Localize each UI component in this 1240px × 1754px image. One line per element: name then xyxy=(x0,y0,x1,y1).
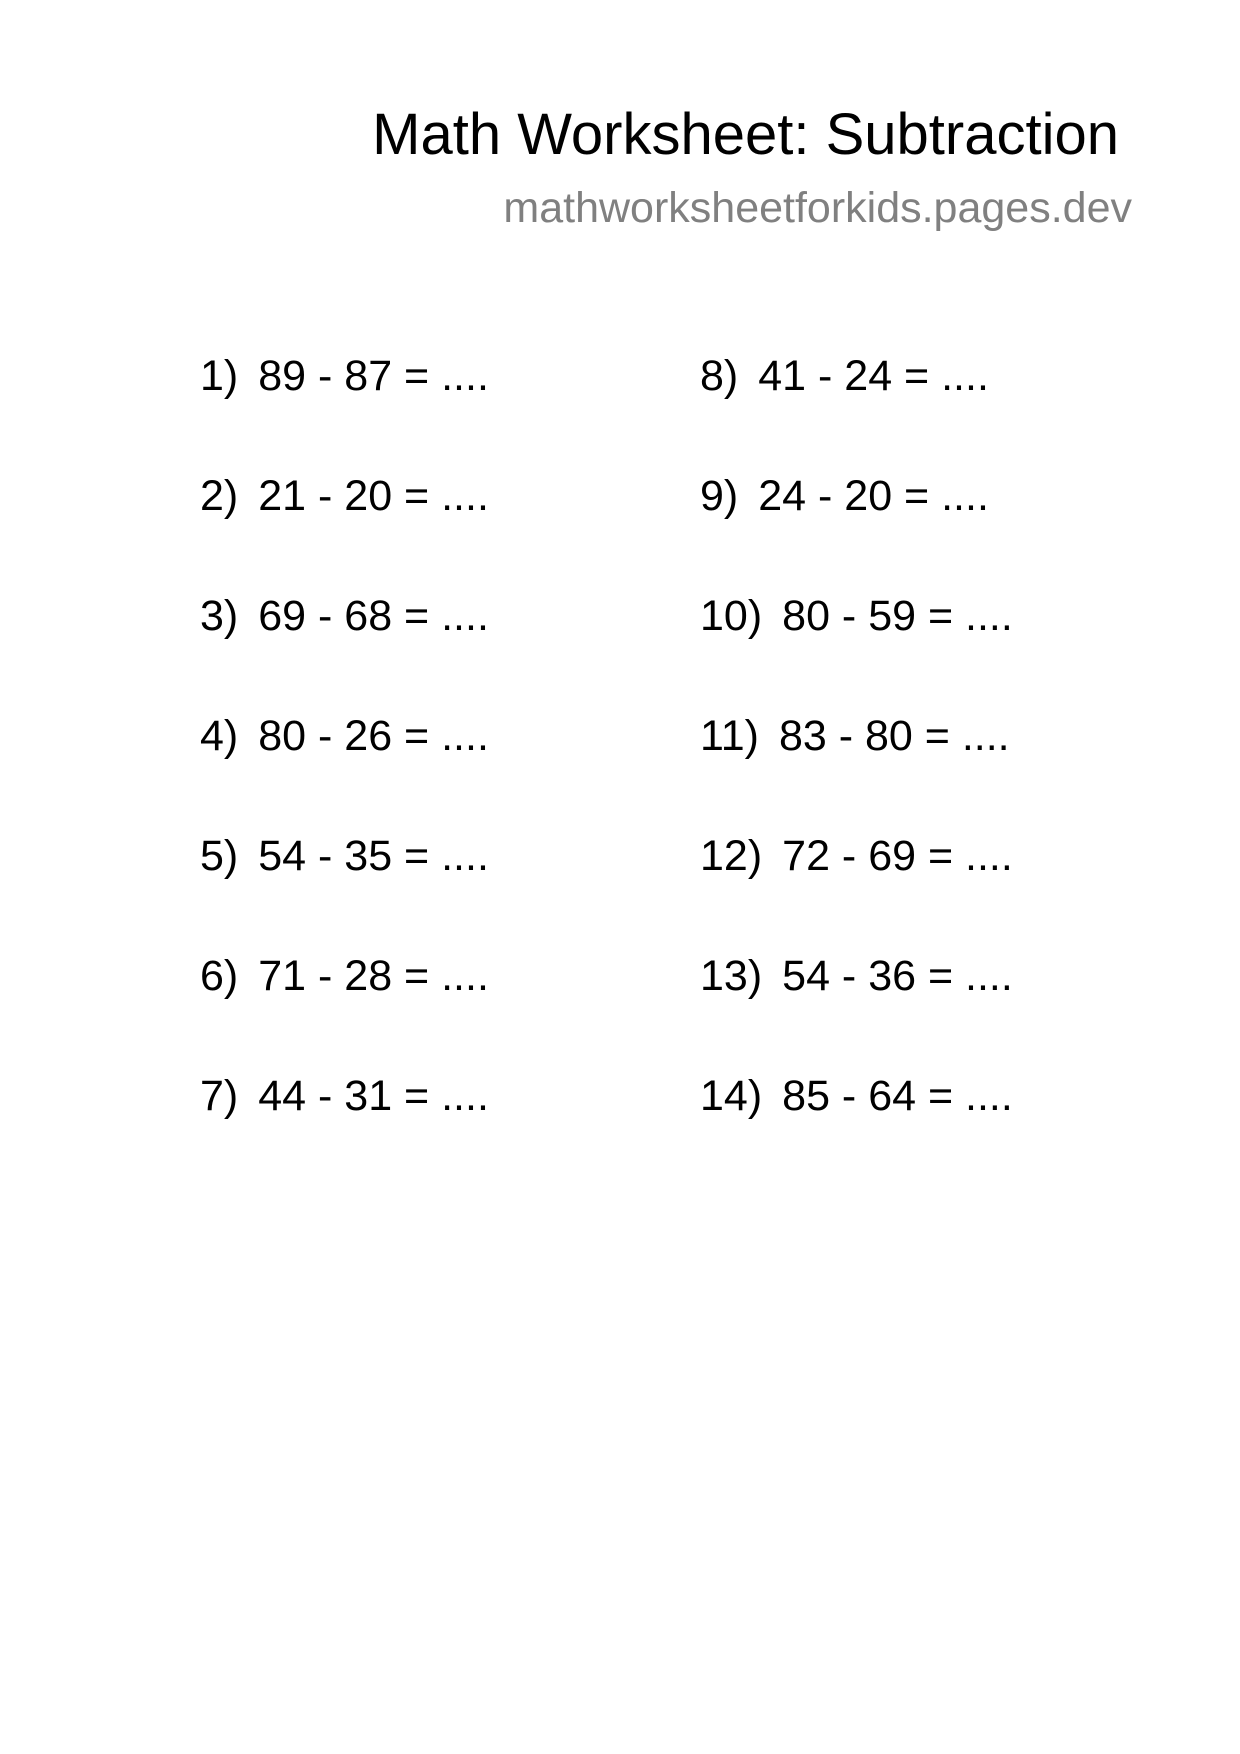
problem-expression: 71 - 28 = .... xyxy=(258,952,489,1000)
problem-expression: 89 - 87 = .... xyxy=(258,352,489,400)
problem-item xyxy=(700,710,1013,830)
problem-number: 9) xyxy=(700,472,739,520)
problem-number: 6) xyxy=(200,952,239,1000)
problem-number: 2) xyxy=(200,472,239,520)
problem-item xyxy=(200,590,489,710)
problem-item xyxy=(700,590,1013,710)
problem-expression: 72 - 69 = .... xyxy=(782,832,1013,880)
problem-number: 14) xyxy=(700,1072,763,1120)
problem-expression: 83 - 80 = .... xyxy=(778,712,1010,760)
problem-item xyxy=(700,830,1013,950)
problem-number: 4) xyxy=(200,712,239,760)
problem-expression: 54 - 35 = .... xyxy=(258,832,489,880)
problem-item xyxy=(700,470,1013,590)
problem-expression: 80 - 26 = .... xyxy=(258,712,489,760)
problem-number: 5) xyxy=(200,832,239,880)
problem-item xyxy=(200,470,489,590)
problem-item xyxy=(700,1070,1013,1190)
problem-number: 3) xyxy=(200,592,239,640)
problem-item xyxy=(200,830,489,950)
problem-number: 11) xyxy=(700,712,759,760)
problem-number: 13) xyxy=(700,952,763,1000)
problem-number: 8) xyxy=(700,352,739,400)
problem-number: 10) xyxy=(700,592,763,640)
problem-item xyxy=(200,350,489,470)
problem-expression: 24 - 20 = .... xyxy=(758,472,989,520)
problem-expression: 41 - 24 = .... xyxy=(758,352,989,400)
problem-expression: 44 - 31 = .... xyxy=(258,1072,489,1120)
problem-item xyxy=(200,710,489,830)
problem-column-right xyxy=(700,350,1013,1190)
problem-item xyxy=(200,1070,489,1190)
problem-expression: 85 - 64 = .... xyxy=(782,1072,1013,1120)
problem-item xyxy=(200,950,489,1070)
problem-item xyxy=(700,350,1013,470)
problem-number: 1) xyxy=(200,352,239,400)
problem-column-left xyxy=(200,350,489,1190)
problem-expression: 21 - 20 = .... xyxy=(258,472,489,520)
problem-number: 7) xyxy=(200,1072,239,1120)
problem-expression: 80 - 59 = .... xyxy=(782,592,1013,640)
problem-item xyxy=(700,950,1013,1070)
problem-expression: 54 - 36 = .... xyxy=(782,952,1013,1000)
problem-expression: 69 - 68 = .... xyxy=(258,592,489,640)
page-title: Math Worksheet: Subtraction xyxy=(372,102,1119,167)
problem-number: 12) xyxy=(700,832,763,880)
site-url: mathworksheetforkids.pages.dev xyxy=(503,184,1132,232)
